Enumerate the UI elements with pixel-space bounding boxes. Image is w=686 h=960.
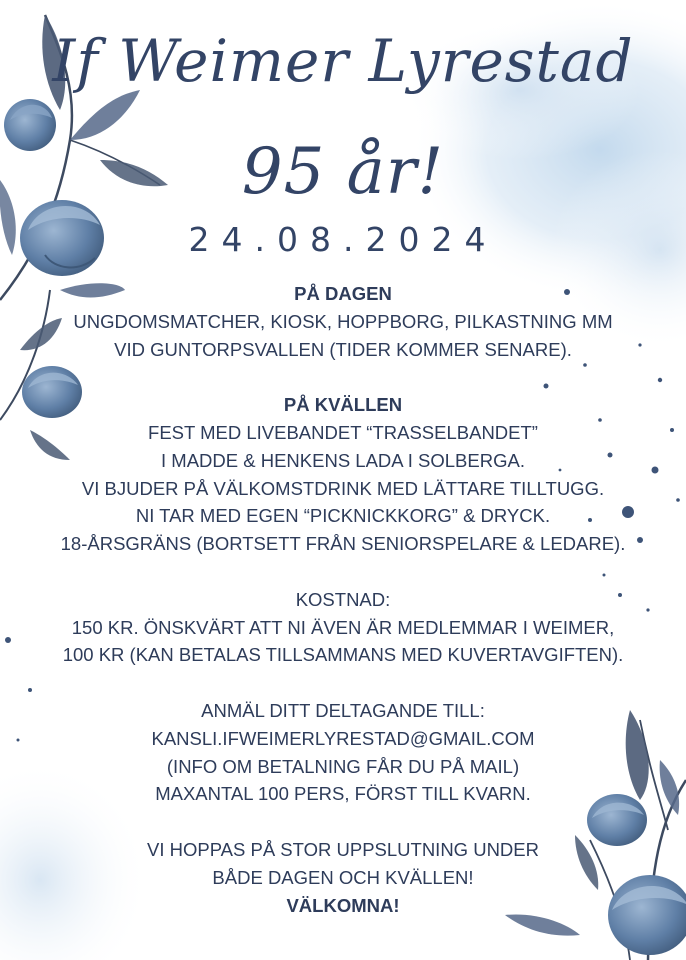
- cost-line: 100 KR (KAN BETALAS TILLSAMMANS MED KUVERTAVGIFTEN).: [62, 644, 624, 666]
- closing-line: BÅDE DAGEN OCH KVÄLLEN!: [212, 866, 474, 888]
- signup-email: KANSLI.IFWEIMERLYRESTAD@GMAIL.COM: [151, 727, 535, 749]
- evening-line: VI BJUDER PÅ VÄLKOMSTDRINK MED LÄTTARE TILLTUGG.: [81, 477, 605, 499]
- cost-heading: KOSTNAD:: [295, 588, 391, 610]
- poster-title: If Weimer Lyrestad: [52, 27, 634, 95]
- day-line: VID GUNTORPSVALLEN (TIDER KOMMER SENARE).: [114, 338, 572, 360]
- closing-line: VI HOPPAS PÅ STOR UPPSLUTNING UNDER: [146, 838, 539, 860]
- evening-line: I MADDE & HENKENS LADA I SOLBERGA.: [161, 449, 525, 471]
- signup-line: MAXANTAL 100 PERS, FÖRST TILL KVARN.: [155, 783, 531, 805]
- day-heading: PÅ DAGEN: [294, 283, 392, 304]
- signup-line: (INFO OM BETALNING FÅR DU PÅ MAIL): [166, 755, 520, 777]
- evening-line: FEST MED LIVEBANDET “TRASSELBANDET”: [148, 421, 538, 443]
- evening-line: NI TAR MED EGEN “PICKNICKKORG” & DRYCK.: [135, 505, 551, 527]
- evening-heading: PÅ KVÄLLEN: [283, 394, 403, 416]
- event-details: [0, 280, 686, 919]
- welcome-text: VÄLKOMNA!: [286, 894, 400, 916]
- anniversary-title: 95 år!: [241, 135, 445, 209]
- signup-heading: ANMÄL DITT DELTAGANDE TILL:: [201, 699, 485, 721]
- cost-line: 150 KR. ÖNSKVÄRT ATT NI ÄVEN ÄR MEDLEMMAR I WEIMER,: [71, 616, 615, 638]
- event-date: 24.08.2024: [188, 220, 498, 259]
- day-line: UNGDOMSMATCHER, KIOSK, HOPPBORG, PILKASTNING MM: [73, 310, 613, 332]
- evening-line: 18-ÅRSGRÄNS (BORTSETT FRÅN SENIORSPELARE & LEDARE).: [60, 533, 626, 555]
